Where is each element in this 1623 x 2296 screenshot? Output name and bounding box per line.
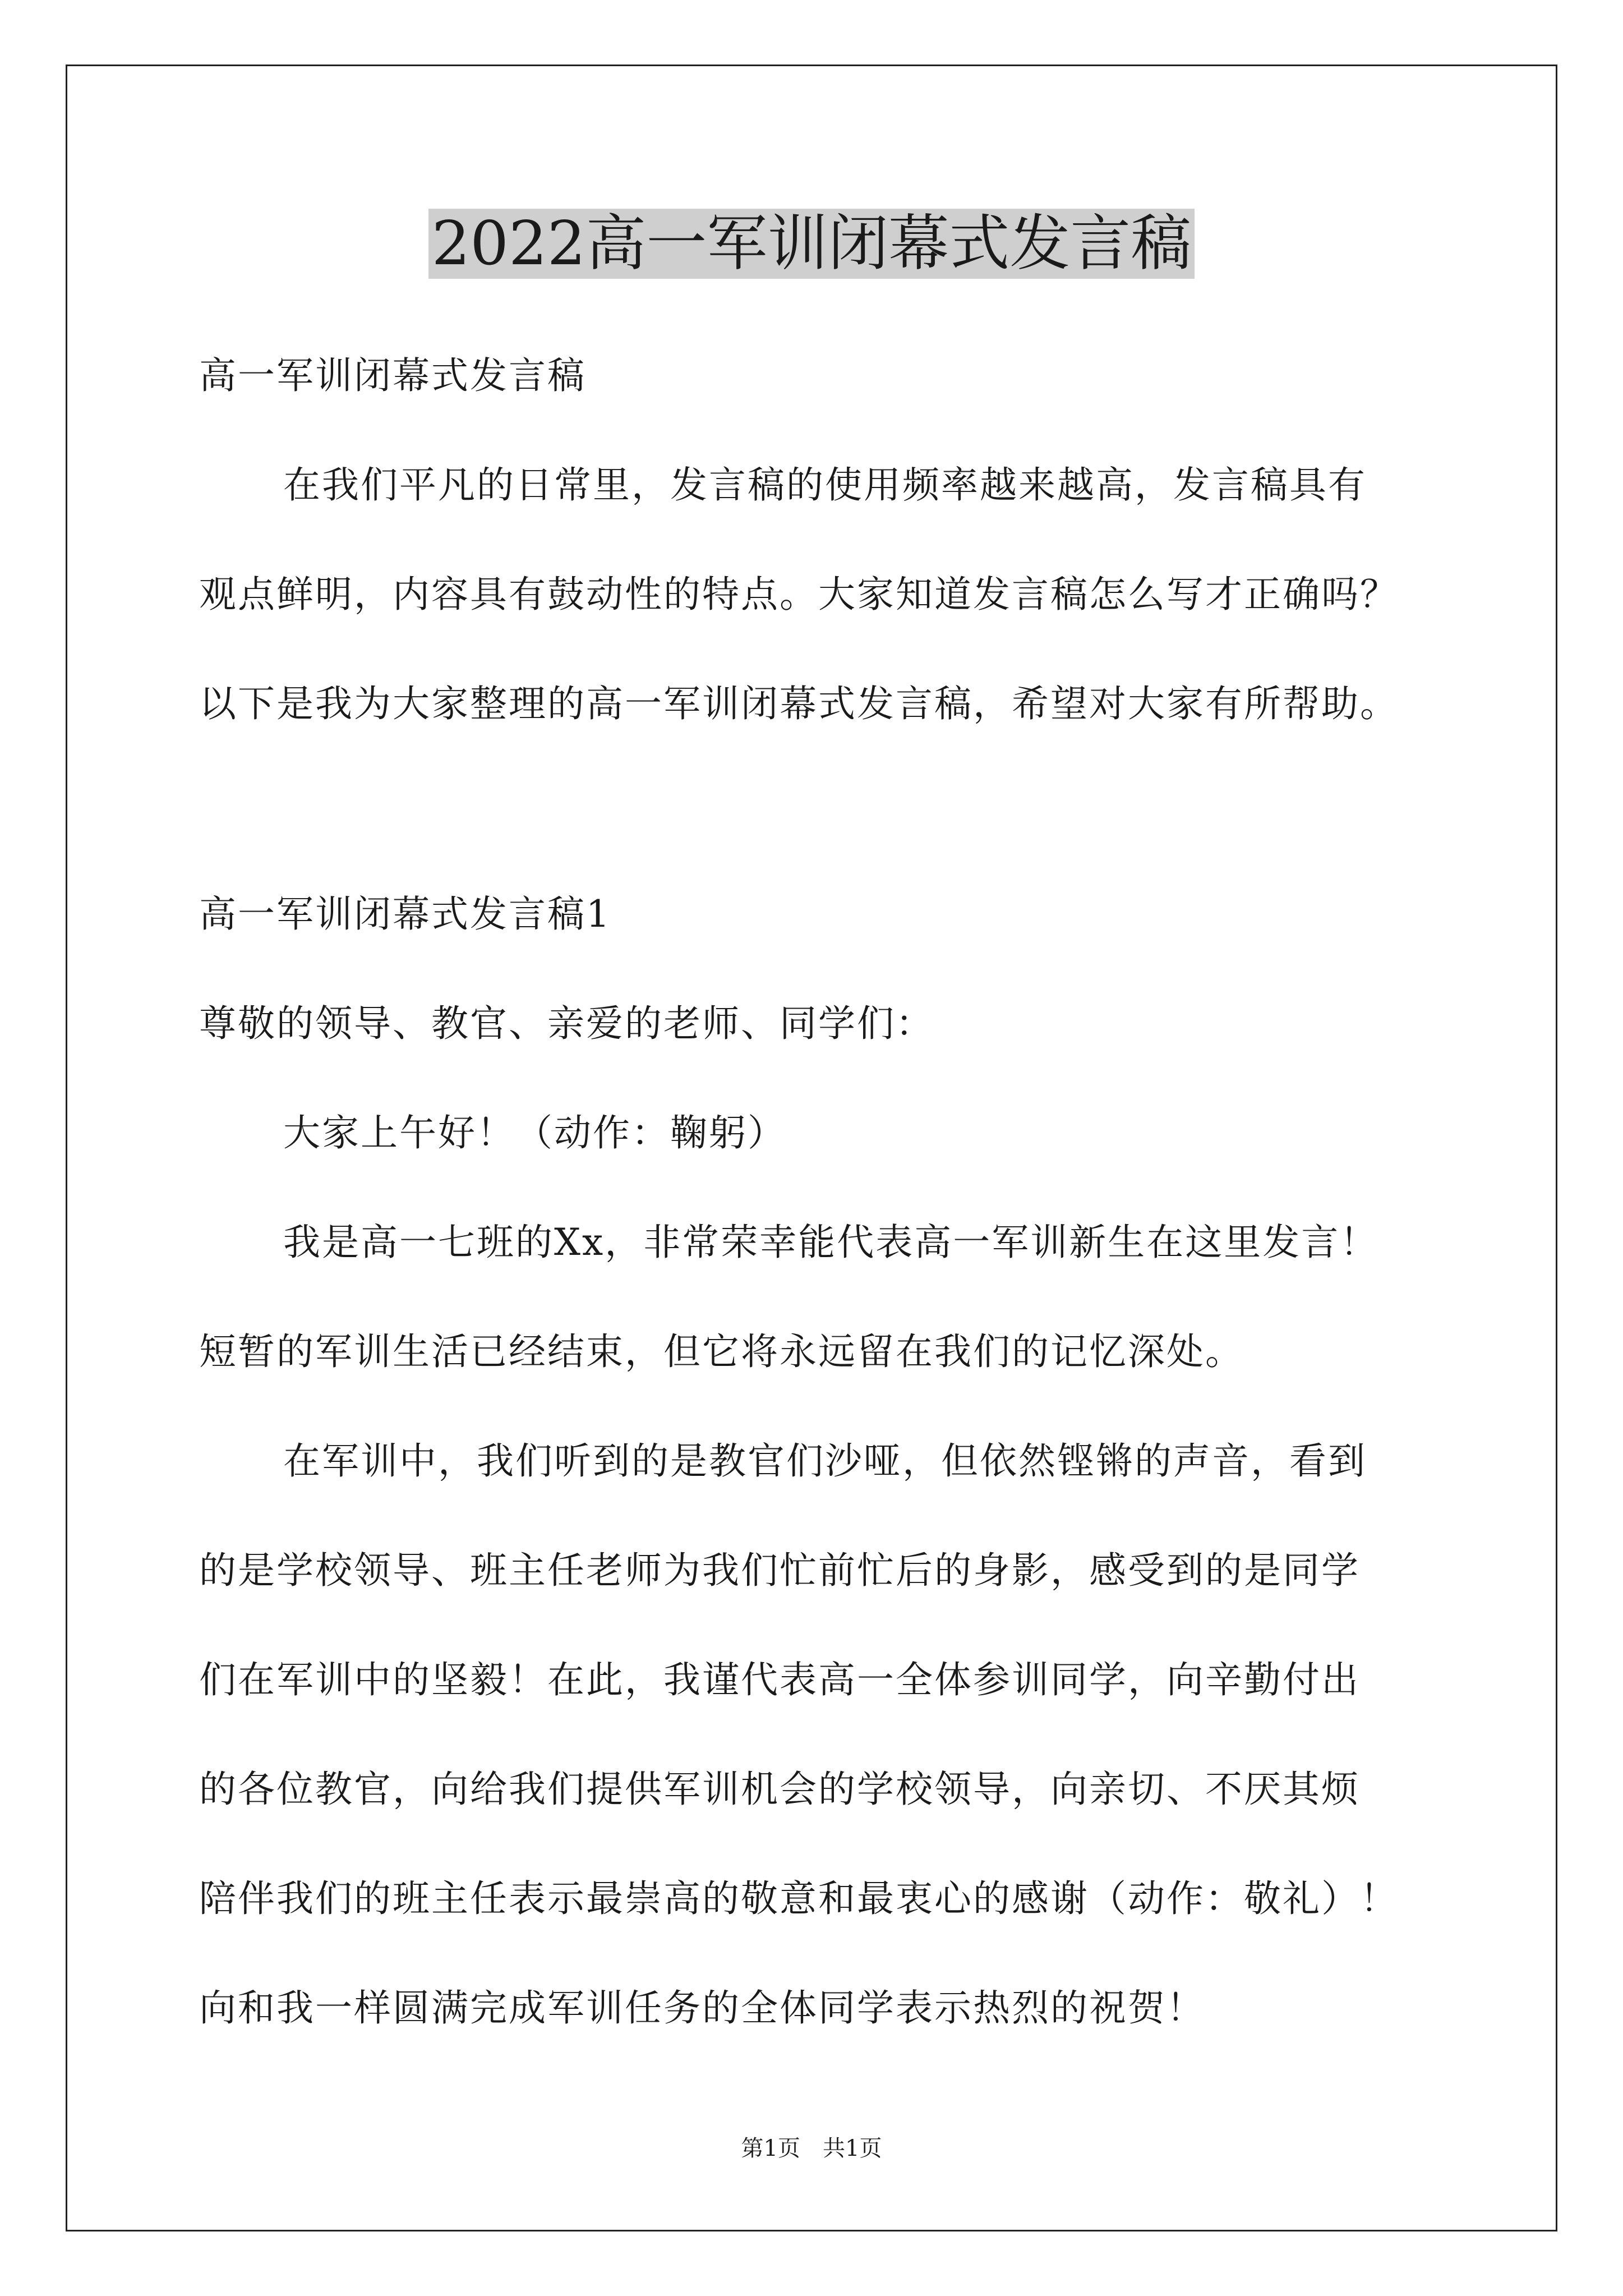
paragraph-line: 们在军训中的坚毅！在此，我谨代表高一全体参训同学，向辛勤付出	[199, 1658, 1360, 1701]
paragraph-line: 在我们平凡的日常里，发言稿的使用频率越来越高，发言稿具有	[283, 463, 1367, 507]
paragraph-line: 的是学校领导、班主任老师为我们忙前忙后的身影，感受到的是同学	[199, 1549, 1360, 1592]
page-footer	[0, 2132, 1623, 2165]
page-number: 第1页	[741, 2136, 800, 2161]
paragraph-line: 的各位教官，向给我们提供军训机会的学校领导，向亲切、不厌其烦	[199, 1768, 1360, 1811]
paragraph-line: 观点鲜明，内容具有鼓动性的特点。大家知道发言稿怎么写才正确吗？	[199, 573, 1399, 616]
paragraph-line: 大家上午好！（动作：鞠躬）	[283, 1111, 786, 1154]
paragraph-line: 向和我一样圆满完成军训任务的全体同学表示热烈的祝贺！	[199, 1986, 1205, 2030]
document-title	[0, 205, 1623, 283]
paragraph-line: 我是高一七班的Xx，非常荣幸能代表高一军训新生在这里发言！	[283, 1221, 1379, 1264]
page-total: 共1页	[823, 2136, 882, 2161]
document-title-text: 2022高一军训闭幕式发言稿	[428, 209, 1195, 279]
paragraph-line: 短暂的军训生活已经结束，但它将永远留在我们的记忆深处。	[199, 1330, 1244, 1373]
salutation: 尊敬的领导、教官、亲爱的老师、同学们：	[199, 1002, 934, 1045]
section-heading: 高一军训闭幕式发言稿1	[199, 892, 611, 936]
paragraph-line: 在军训中，我们听到的是教官们沙哑，但依然铿锵的声音，看到	[283, 1439, 1367, 1483]
paragraph-line: 以下是我为大家整理的高一军训闭幕式发言稿，希望对大家有所帮助。	[199, 682, 1399, 725]
paragraph-line: 陪伴我们的班主任表示最崇高的敬意和最衷心的感谢（动作：敬礼）！	[199, 1877, 1399, 1920]
document-subtitle: 高一军训闭幕式发言稿	[199, 354, 586, 397]
